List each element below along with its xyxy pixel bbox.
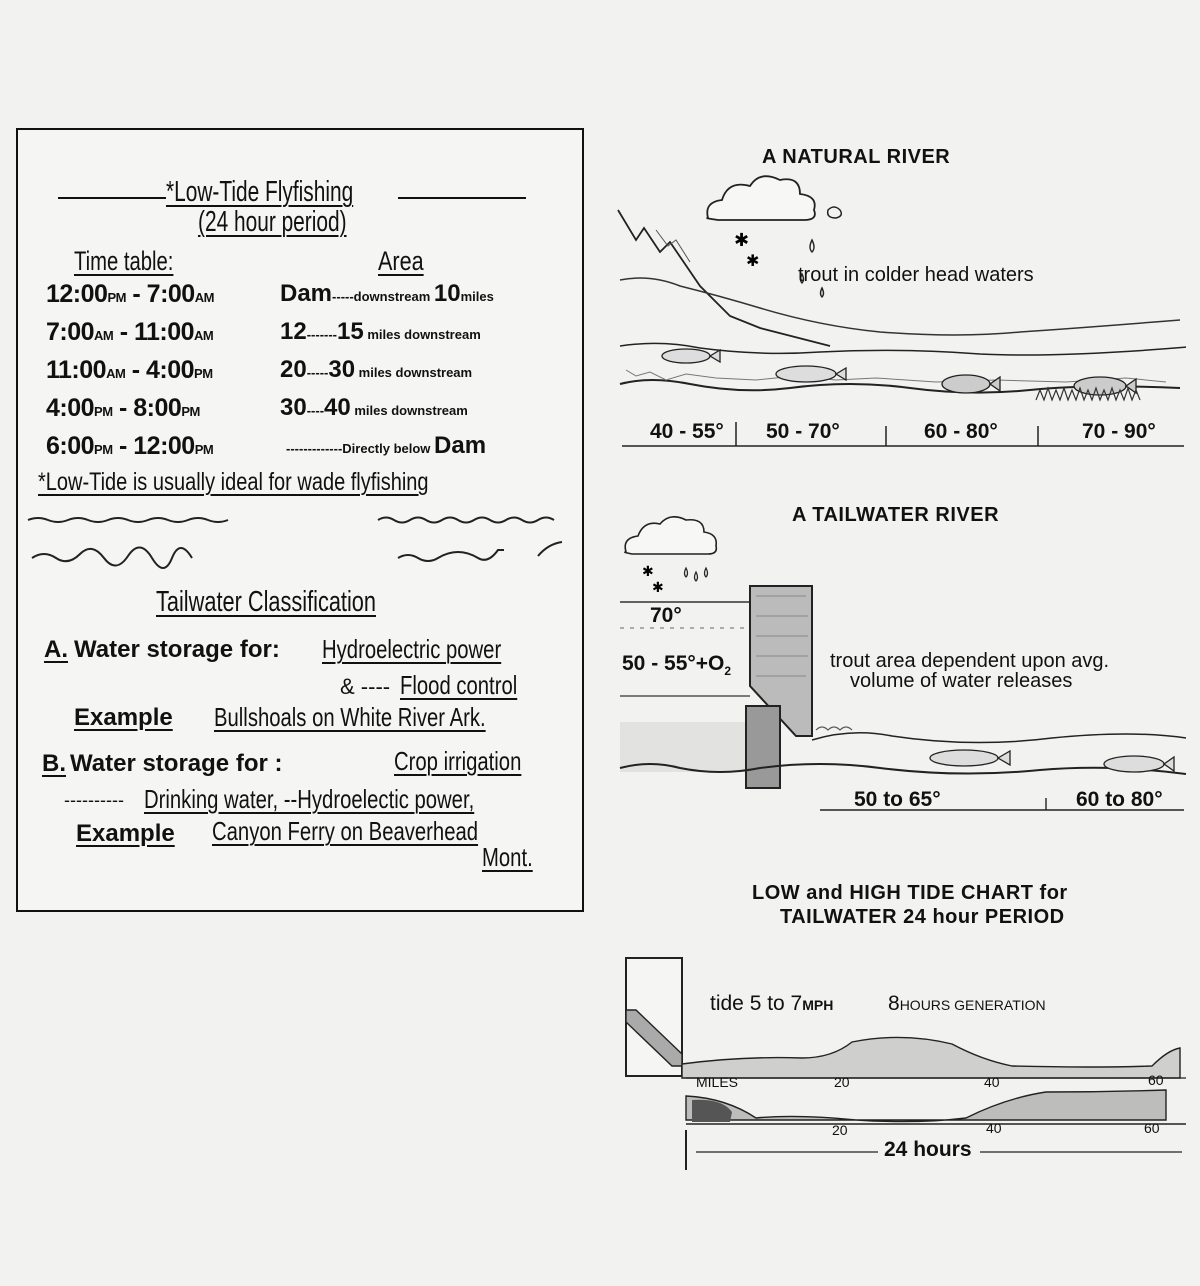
snowflake-icon: ✱ <box>734 230 750 251</box>
trout-icon <box>930 750 998 766</box>
miles-label: MILES <box>696 1074 739 1090</box>
tailwater-depth-temp: $50 - 55^\circ+O_2$ <box>622 652 732 679</box>
snowflake-icon: ✱ <box>652 580 664 596</box>
title-line1: *Low-Tide Flyfishing <box>166 176 354 208</box>
raindrop-icon <box>810 240 814 252</box>
trout-icon <box>662 349 710 363</box>
upper-tick-60: 60 <box>1148 1072 1164 1088</box>
natural-temp-4: 70 - 90° <box>1082 420 1156 443</box>
section-b-dash: ---------- <box>64 790 124 810</box>
section-b-example-2: Mont. <box>482 842 533 872</box>
section-b-label: B. <box>42 750 66 777</box>
section-a-label: A. <box>44 636 68 663</box>
tailwater-annotation-2: volume of water releases <box>850 670 1073 692</box>
tailwater-annotation-1: trout area dependent upon avg. <box>830 650 1110 672</box>
section-a-amp: & ---- <box>340 674 391 699</box>
raindrop-icon <box>685 568 688 577</box>
cloud-icon <box>625 517 716 554</box>
area-row: 20-----30 miles downstream <box>280 356 473 383</box>
lower-tick-20: 20 <box>832 1122 848 1138</box>
schedule-row: 4:00PM - 8:00PM <box>46 394 200 422</box>
trout-icon <box>1104 756 1164 772</box>
section-b-example: Canyon Ferry on Beaverhead <box>212 816 479 846</box>
natural-temp-3: 60 - 80° <box>924 420 998 443</box>
section-b-example-label: Example <box>76 820 175 847</box>
snowflake-icon: ✱ <box>746 251 760 270</box>
area-heading: Area <box>378 246 424 276</box>
tailwater-title: A TAILWATER RIVER <box>792 504 1000 526</box>
area-row: 12-------15 miles downstream <box>280 318 481 345</box>
time-table-heading: Time table: <box>74 246 174 276</box>
section-a-example: Bullshoals on White River Ark. <box>214 702 486 732</box>
bass-icon <box>942 375 990 393</box>
tailwater-temp-1: 50 to 65° <box>854 788 941 811</box>
natural-temp-1: 40 - 55° <box>650 420 724 443</box>
schedule-row: 7:00AM - 11:00AM <box>46 318 214 346</box>
area-row: 30----40 miles downstream <box>280 394 468 421</box>
raindrop-icon <box>705 568 708 577</box>
section-a-use1: Hydroelectric power <box>322 634 502 664</box>
upper-tick-20: 20 <box>834 1074 850 1090</box>
natural-temp-2: 50 - 70° <box>766 420 840 443</box>
lower-tick-40: 40 <box>986 1120 1002 1136</box>
tide-speed-label: tide 5 to 7MPH <box>710 992 834 1015</box>
area-row: Dam-----downstream 10miles <box>280 280 494 307</box>
section-b-text: Water storage for : <box>70 750 283 777</box>
lower-tick-60: 60 <box>1144 1120 1160 1136</box>
tide-chart-title-2: TAILWATER 24 hour PERIOD <box>780 906 1065 928</box>
section-a-use2: Flood control <box>400 670 518 700</box>
section-a-text: Water storage for: <box>74 636 280 663</box>
tide-chart-title-1: LOW and HIGH TIDE CHART for <box>752 882 1068 904</box>
raindrop-icon <box>695 572 698 581</box>
raindrop-icon <box>821 288 824 297</box>
low-tide-note: *Low-Tide is usually ideal for wade flyfishing <box>38 468 429 496</box>
trout-icon <box>776 366 836 382</box>
schedule-row: 12:00PM - 7:00AM <box>46 280 214 308</box>
section-b-use2: Drinking water, --Hydroelectic power, <box>144 784 475 814</box>
title-line2: (24 hour period) <box>198 206 347 238</box>
generation-label: 8HOURS GENERATION <box>888 992 1046 1015</box>
section-a-example-label: Example <box>74 704 173 731</box>
natural-river-title: A NATURAL RIVER <box>762 146 951 168</box>
water-squiggles <box>18 502 582 572</box>
tailwater-temp-2: 60 to 80° <box>1076 788 1163 811</box>
schedule-row: 11:00AM - 4:00PM <box>46 356 213 384</box>
area-row: -------------Directly below Dam <box>286 432 487 459</box>
snowflake-icon: ✱ <box>642 564 654 580</box>
natural-river-illustration <box>616 170 1186 450</box>
fishing-table-box <box>16 128 584 912</box>
cloud-icon <box>707 176 815 220</box>
tailwater-surface-temp: 70° <box>650 604 682 627</box>
classification-title: Tailwater Classification <box>156 586 376 618</box>
natural-annotation: trout in colder head waters <box>798 264 1034 286</box>
upper-tick-40: 40 <box>984 1074 1000 1090</box>
time-axis-label: 24 hours <box>884 1138 972 1161</box>
section-b-use1: Crop irrigation <box>394 746 522 776</box>
schedule-row: 6:00PM - 12:00PM <box>46 432 214 460</box>
